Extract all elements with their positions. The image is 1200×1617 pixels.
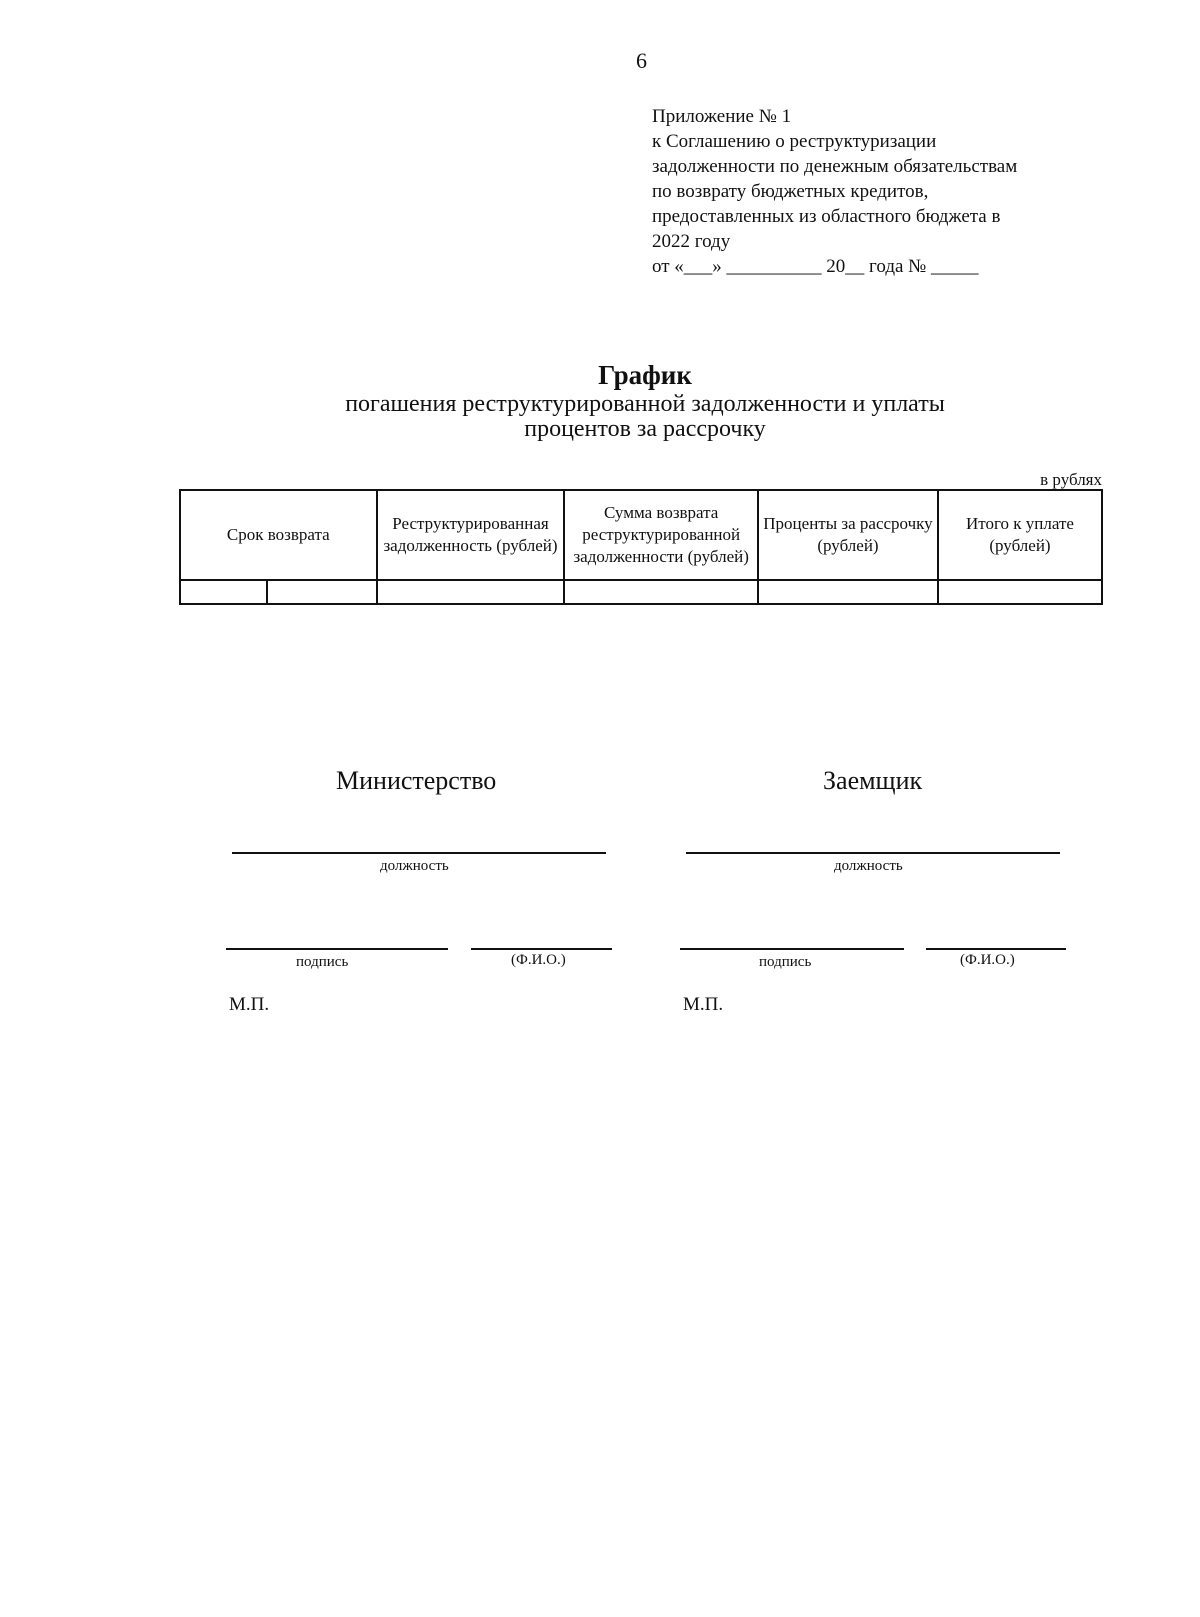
column-header-restructured-debt: Реструктурированная задолженность (рублей) <box>377 490 565 580</box>
ministry-signature-line <box>226 948 448 950</box>
annex-line: по возврату бюджетных кредитов, <box>652 181 929 202</box>
subtitle-line: погашения реструктурированной задолженности и уплаты <box>345 391 945 417</box>
table-cell <box>564 580 758 604</box>
ministry-position-caption: должность <box>380 858 449 874</box>
ministry-signature-caption: подпись <box>296 954 349 970</box>
annex-line: 2022 году <box>652 231 731 252</box>
borrower-name-caption: (Ф.И.О.) <box>960 952 1015 968</box>
table-cell <box>377 580 565 604</box>
document-subtitle <box>0 392 1200 442</box>
borrower-party-label: Заемщик <box>823 766 923 795</box>
column-header-repayment-amount: Сумма возврата реструктурированной задолженности (рублей) <box>564 490 758 580</box>
table-cell <box>938 580 1102 604</box>
borrower-signature-caption: подпись <box>759 954 812 970</box>
annex-date-line: от «___» __________ 20__ года № _____ <box>652 256 979 277</box>
schedule-table <box>179 489 1103 605</box>
table-header-row <box>180 490 1102 580</box>
annex-line: к Соглашению о реструктуризации <box>652 131 937 152</box>
annex-line: задолженности по денежным обязательствам <box>652 156 1018 177</box>
ministry-stamp-label: М.П. <box>229 994 270 1015</box>
borrower-name-line <box>926 948 1066 950</box>
ministry-name-caption: (Ф.И.О.) <box>511 952 566 968</box>
borrower-position-line <box>686 852 1060 854</box>
annex-line: Приложение № 1 <box>652 106 792 127</box>
ministry-position-line <box>232 852 606 854</box>
borrower-position-caption: должность <box>834 858 903 874</box>
ministry-party-label: Министерство <box>336 766 497 795</box>
annex-header <box>652 104 1172 279</box>
column-header-due-date: Срок возврата <box>180 490 377 580</box>
units-label: в рублях <box>1040 470 1102 489</box>
borrower-signature-line <box>680 948 904 950</box>
table-row <box>180 580 1102 604</box>
table-cell <box>180 580 267 604</box>
column-header-total-payable: Итого к уплате (рублей) <box>938 490 1102 580</box>
column-header-interest: Проценты за рассрочку (рублей) <box>758 490 938 580</box>
page-number: 6 <box>636 48 647 73</box>
document-title: График <box>598 360 692 390</box>
subtitle-line: процентов за рассрочку <box>524 416 766 442</box>
annex-line: предоставленных из областного бюджета в <box>652 206 1001 227</box>
ministry-name-line <box>471 948 612 950</box>
table-cell <box>758 580 938 604</box>
borrower-stamp-label: М.П. <box>683 994 724 1015</box>
table-cell <box>267 580 376 604</box>
